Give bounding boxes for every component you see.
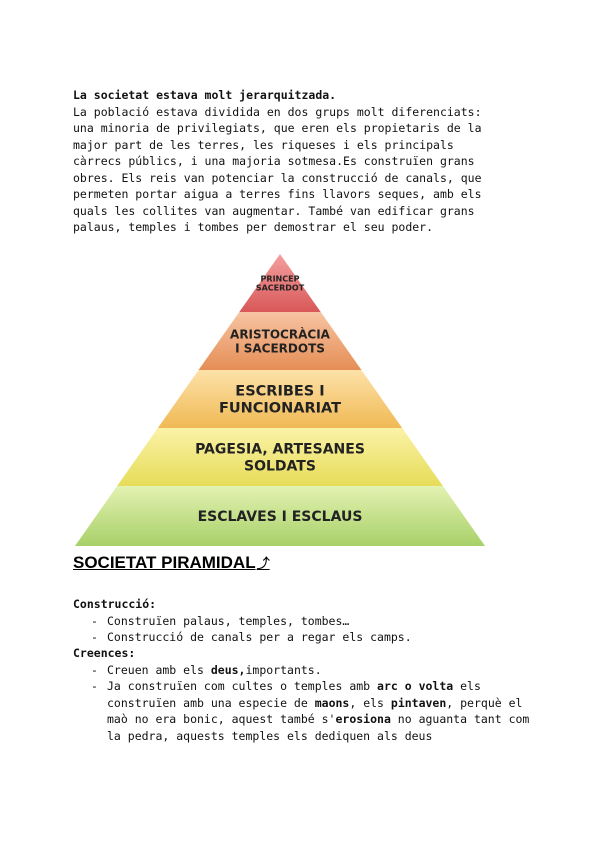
intro-title: La societat estava molt jerarquitzada. (73, 88, 337, 102)
intro-line: permeten portar aigua a terres fins llavors seques, amb els (73, 187, 482, 201)
construccio-section (73, 596, 543, 646)
link-arrow-icon: ⤴ (256, 556, 270, 571)
pyramid-level-label: PAGESIA, ARTESANES (195, 441, 365, 458)
pyramid-level-label: PRINCEP (260, 274, 300, 284)
pyramid-level-label: ARISTOCRÀCIA (230, 327, 330, 342)
social-pyramid-diagram (70, 250, 490, 550)
intro-line: La població estava dividida en dos grups molt diferenciats: (73, 104, 482, 119)
list-item: - Construcció de canals per a regar els camps. (91, 630, 412, 644)
pyramid-level-label: FUNCIONARIAT (218, 400, 342, 417)
pyramid-level-label: SACERDOT (255, 283, 305, 293)
creences-list (73, 662, 543, 745)
list-item-text: Construïen palaus, temples, tombes… (107, 613, 350, 628)
intro-line: una minoria de privilegiats, que eren els propietaris de la (73, 121, 482, 135)
section-heading (73, 553, 270, 573)
construccio-list (73, 613, 543, 646)
intro-paragraph (73, 87, 513, 236)
creences-section (73, 645, 543, 744)
list-item: - Creuen amb els deus,importants. (91, 662, 322, 677)
intro-line: major part de les terres, les riqueses i els principals (73, 137, 454, 152)
intro-line: obres. Els reis van potenciar la construcció de canals, que (73, 170, 482, 185)
intro-line: palaus, temples i tombes per demostrar el seu poder. (73, 220, 434, 234)
list-item: - Construïen palaus, temples, tombes… (91, 613, 350, 628)
intro-line: quals les collites van augmentar. També van edificar grans (73, 203, 475, 218)
construccio-title: Construcció: (73, 597, 157, 611)
list-item: - Ja construïen com cultes o temples amb arc o volta els construïen amb una especie de maons, els pintaven, perquè el maò no era bonic, aquest també s'erosiona no aguanta tant com la pedra, aquests temples els dediquen als deus (91, 679, 530, 743)
list-item-text: Construcció de canals per a regar els camps. (107, 630, 412, 644)
heading-text: SOCIETAT PIRAMIDAL (73, 553, 256, 572)
pyramid-level-label: ESCRIBES I (235, 383, 325, 400)
pyramid-level-label: I SACERDOTS (235, 341, 325, 356)
pyramid-level-label: SOLDATS (244, 458, 316, 475)
pyramid-level-label: ESCLAVES I ESCLAUS (197, 509, 363, 526)
creences-title: Creences: (73, 646, 136, 660)
intro-line: càrrecs públics, i una majoria sotmesa.Es construïen grans (73, 154, 475, 168)
